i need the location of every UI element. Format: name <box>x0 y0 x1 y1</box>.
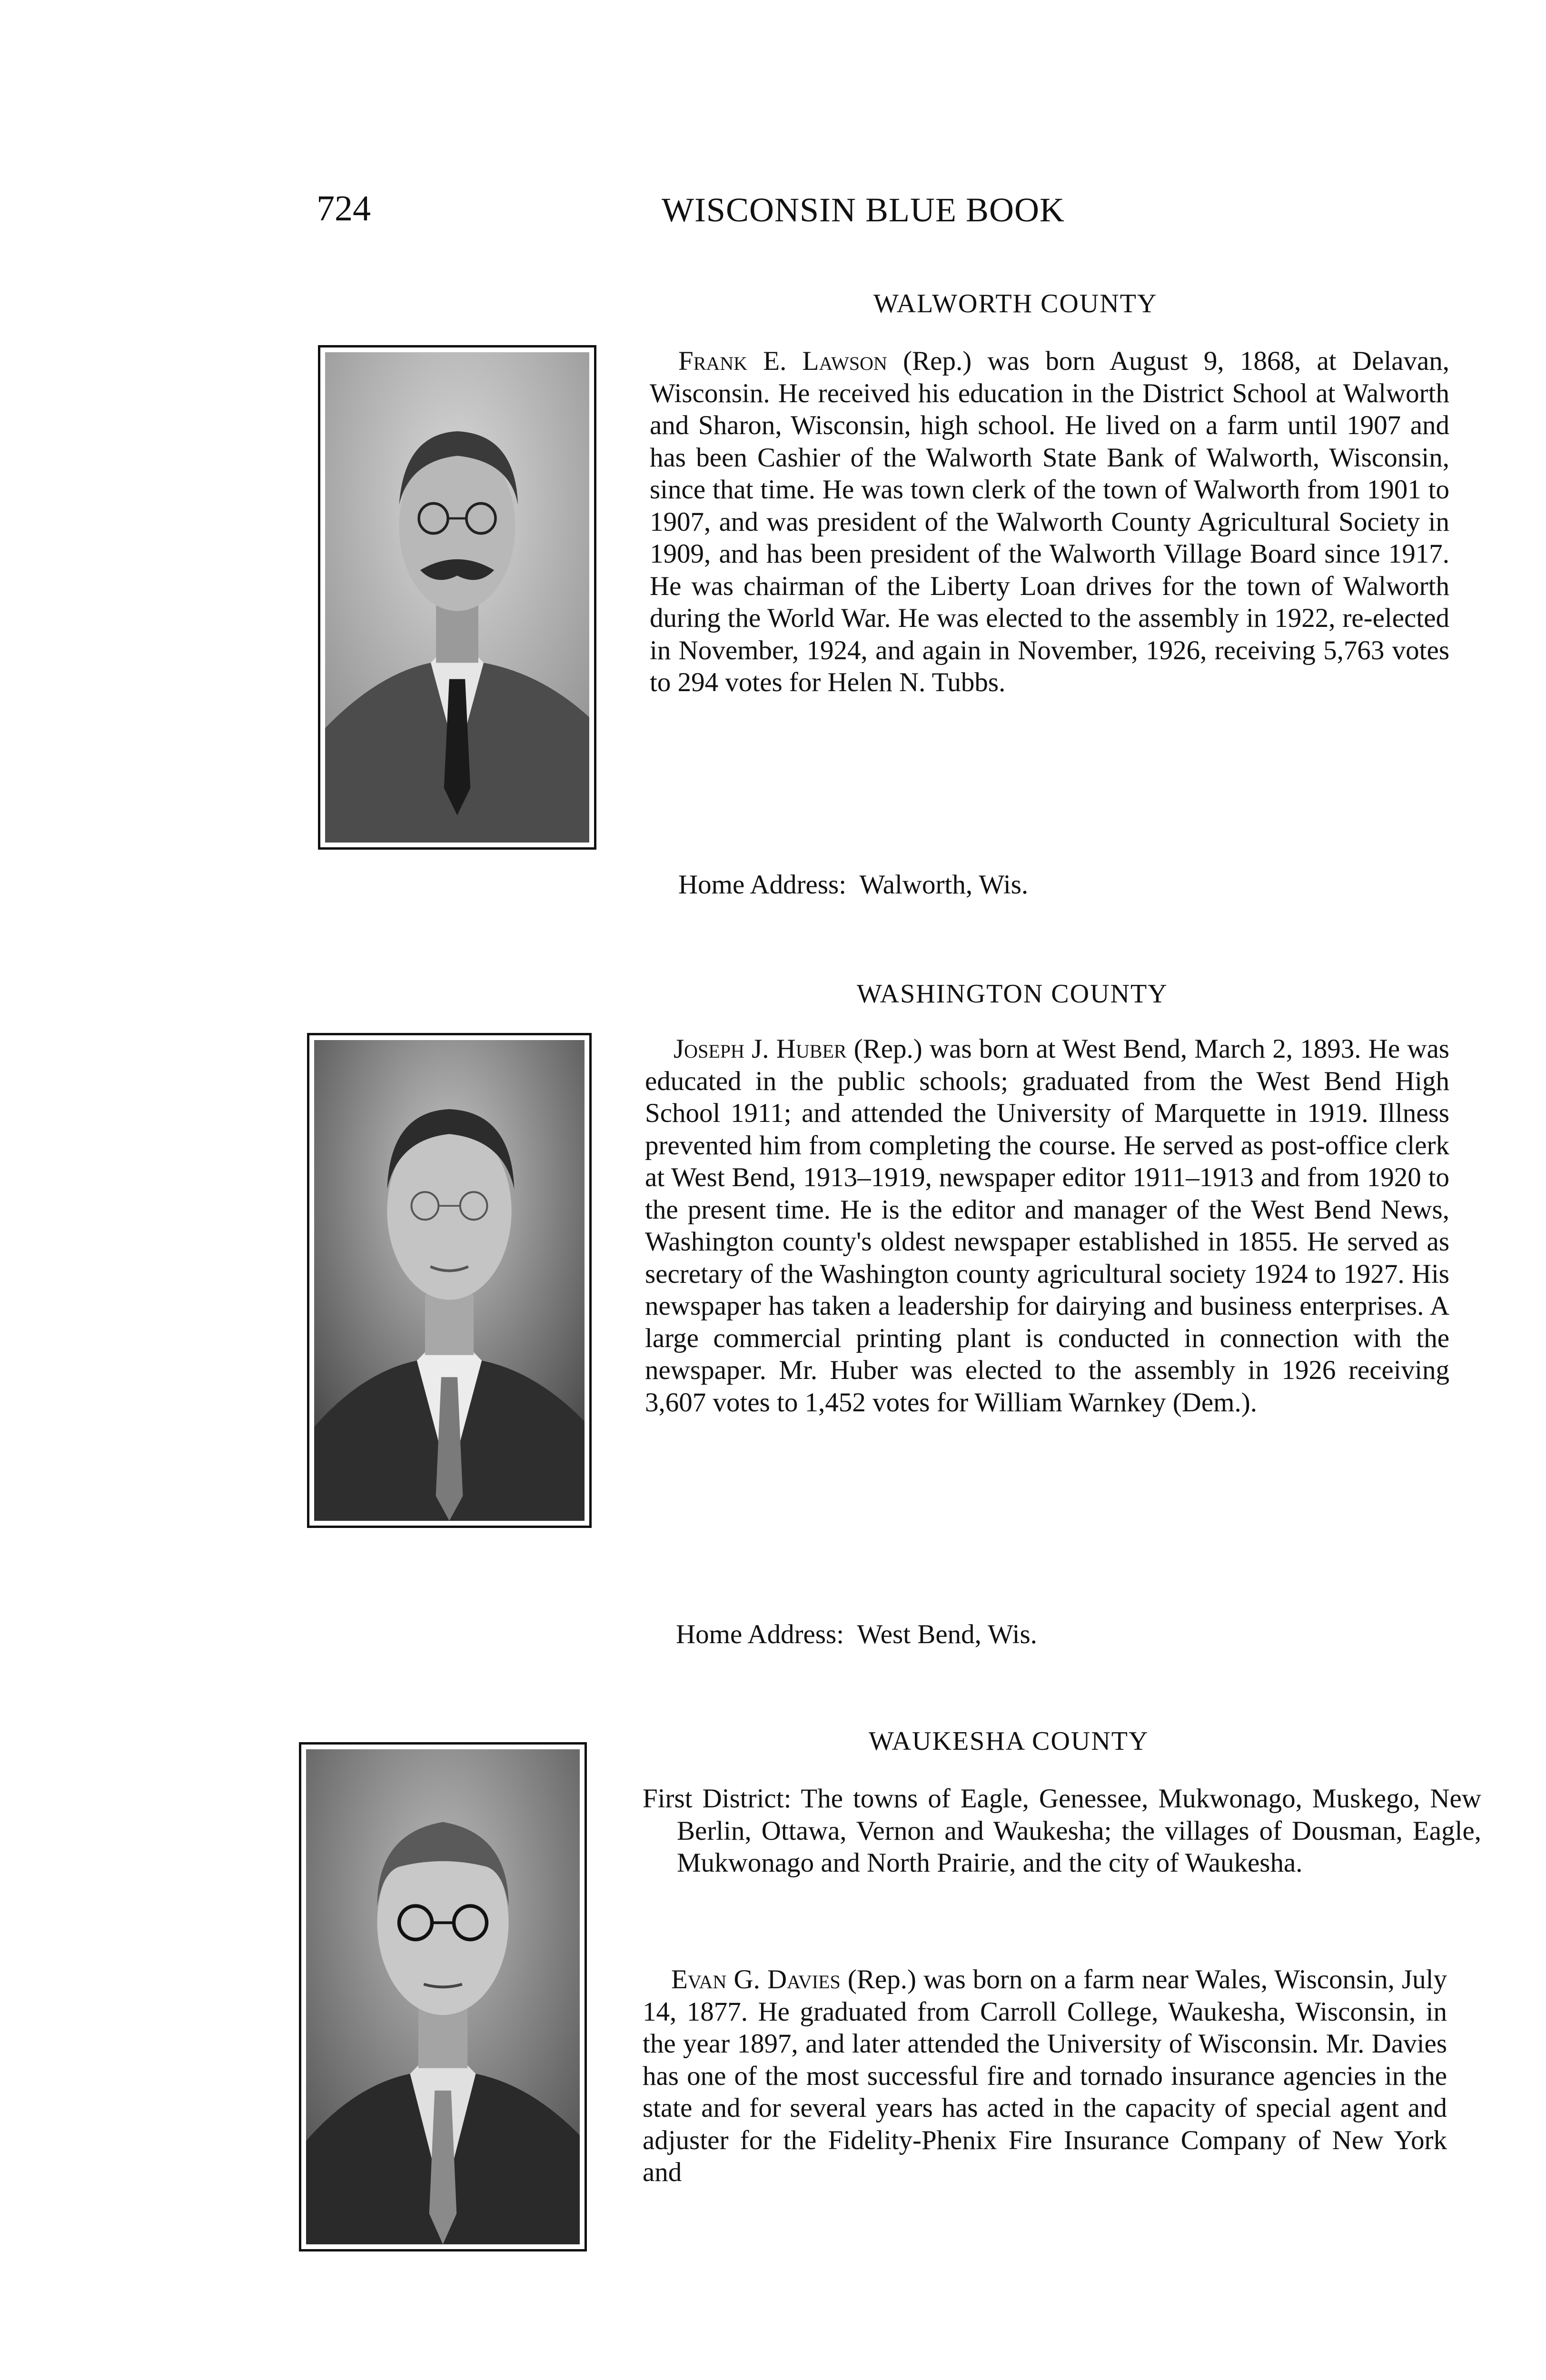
lawson-home-address: Home Address: Walworth, Wis. <box>678 870 1029 900</box>
first-district-description: First District: The towns of Eagle, Genessee, Mukwonago, Muskego, New Berlin, Ottawa, Vernon and Waukesha; the villages of Dousman, Eagle, Mukwonago and North Prairie, and the city of Waukesha. <box>643 1784 1481 1878</box>
page-number: 724 <box>317 188 371 228</box>
huber-biography <box>645 1033 1449 1418</box>
davies-name: Evan G. Davies <box>671 1964 841 1994</box>
davies-biography <box>643 1964 1447 2189</box>
portrait-photo-lawson <box>325 352 589 843</box>
portrait-joseph-huber <box>307 1033 592 1528</box>
huber-name: Joseph J. Huber <box>674 1034 847 1064</box>
davies-bio-text: (Rep.) was born on a farm near Wales, Wisconsin, July 14, 1877. He graduated from Carroll College, Waukesha, Wisconsin, in the year 1897, and later attended the University of Wisconsin. Mr. Davies has one of the most successful fire and tornado insurance agencies in the state and for several years has acted in the capacity of special agent and adjuster for the Fidelity-Phenix Fire Insurance Company of New York and <box>643 1964 1447 2187</box>
lawson-biography <box>650 345 1449 699</box>
lawson-name: Frank E. Lawson <box>678 346 887 376</box>
portrait-frank-lawson <box>318 345 596 850</box>
lawson-bio-text: (Rep.) was born August 9, 1868, at Delavan, Wisconsin. He received his education in the District School at Walworth and Sharon, Wisconsin, high school. He lived on a farm until 1907 and has been Cashier of the Walworth State Bank of Walworth, Wisconsin, since that time. He was town clerk of the town of Walworth from 1901 to 1907, and was president of the Walworth County Agricultural Society in 1909, and has been president of the Walworth Village Board since 1917. He was chairman of the Liberty Loan drives for the town of Walworth during the World War. He was elected to the assembly in 1922, re-elected in November, 1924, and again in November, 1926, receiving 5,763 votes to 294 votes for Helen N. Tubbs. <box>650 346 1449 697</box>
waukesha-county-heading: WAUKESHA COUNTY <box>869 1726 1149 1756</box>
walworth-county-heading: WALWORTH COUNTY <box>873 289 1158 318</box>
huber-home-address: Home Address: West Bend, Wis. <box>676 1619 1037 1649</box>
portrait-photo-davies <box>306 1749 580 2244</box>
washington-county-heading: WASHINGTON COUNTY <box>857 979 1168 1009</box>
huber-bio-text: (Rep.) was born at West Bend, March 2, 1893. He was educated in the public schools; graduated from the West Bend High School 1911; and attended the University of Marquette in 1919. Illness prevented him from completing the course. He served as post-office clerk at West Bend, 1913–1919, newspaper editor 1911–1913 and from 1920 to the present time. He is the editor and manager of the West Bend News, Washington county's oldest newspaper established in 1855. He served as secretary of the Washington county agricultural society 1924 to 1927. His newspaper has taken a leadership for dairying and business enterprises. A large commercial printing plant is conducted in connection with the newspaper. Mr. Huber was elected to the assembly in 1926 receiving 3,607 votes to 1,452 votes for William Warnkey (Dem.). <box>645 1034 1449 1418</box>
running-head: WISCONSIN BLUE BOOK <box>662 191 1065 229</box>
portrait-photo-huber <box>314 1040 585 1521</box>
portrait-evan-davies <box>299 1742 587 2251</box>
